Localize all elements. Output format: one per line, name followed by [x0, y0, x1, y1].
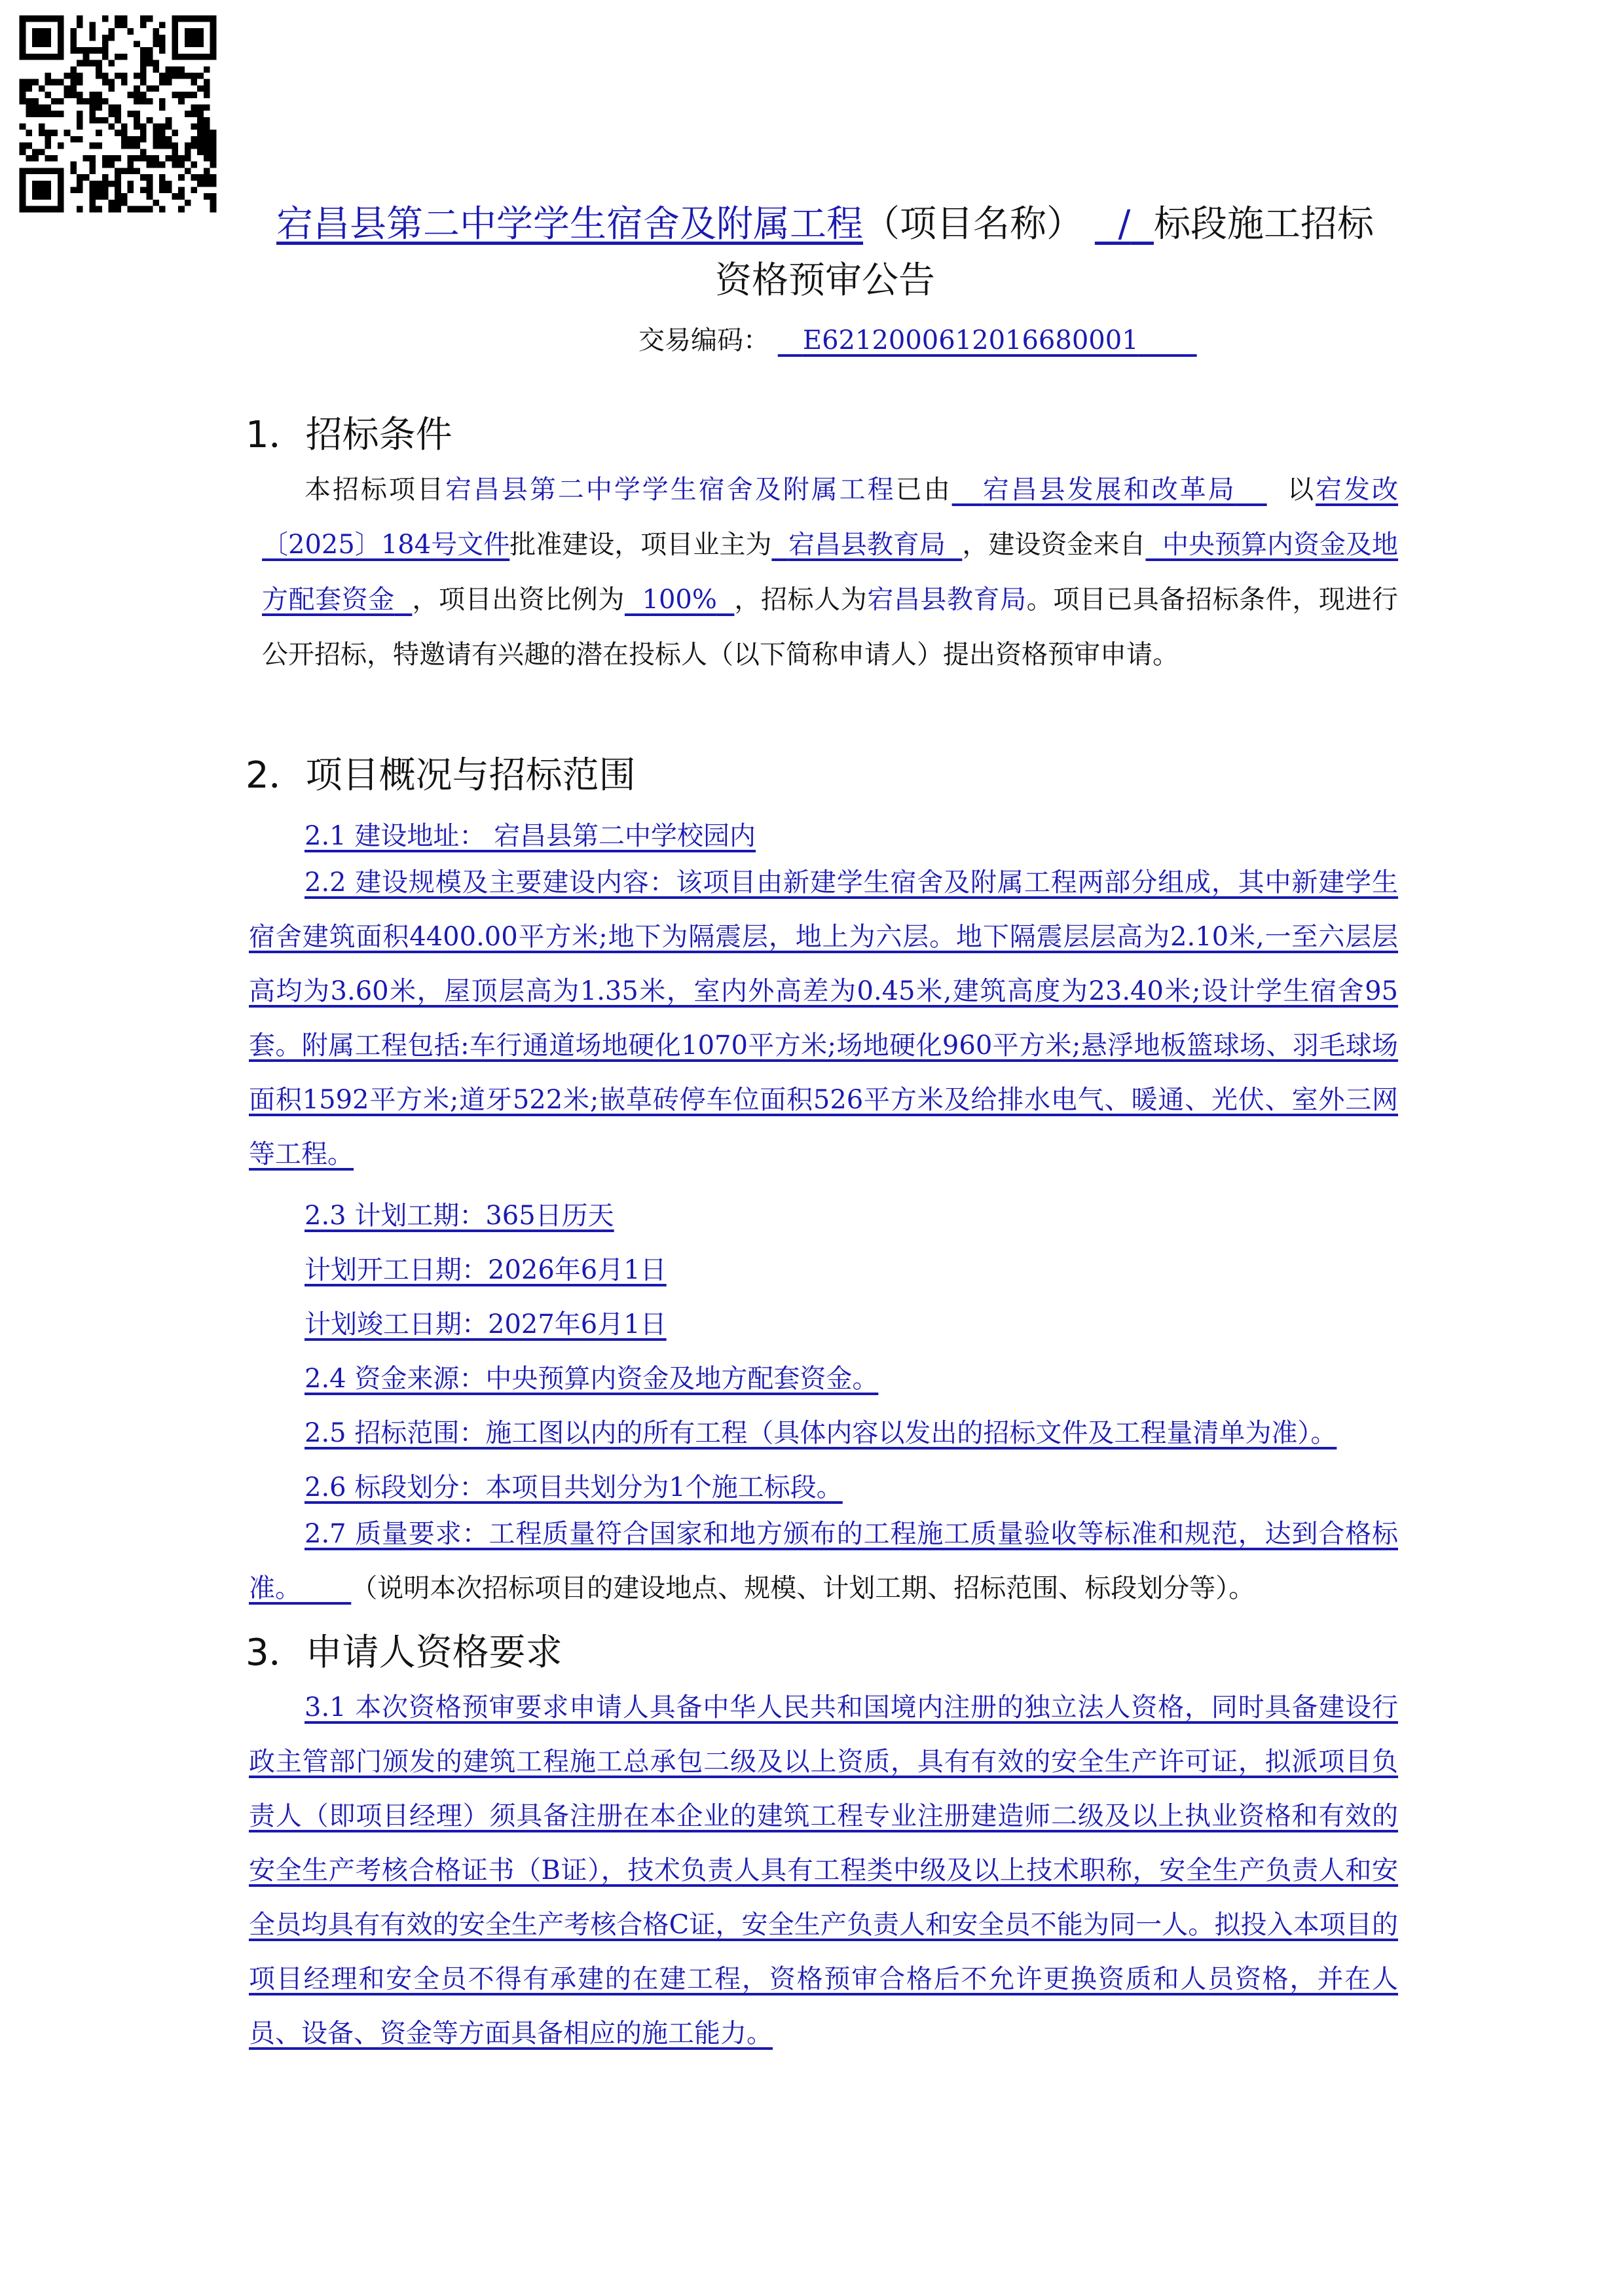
- transaction-code: [638, 319, 1197, 357]
- project-name: 宕昌县第二中学学生宿舍及附属工程: [276, 203, 864, 246]
- item-2-3: 2.3 计划工期：365日历天: [304, 1201, 614, 1231]
- section-number: /: [1118, 203, 1131, 246]
- code-label: 交易编码：: [638, 325, 769, 355]
- item-2-5: 2.5 招标范围：施工图以内的所有工程（具体内容以发出的招标文件及工程量清单为准）。: [304, 1418, 1337, 1448]
- title-line-2: 资格预审公告: [715, 259, 935, 302]
- project-name-suffix: （项目名称）: [863, 203, 1084, 246]
- item-2-2: 2.2 建设规模及主要建设内容：该项目由新建学生宿舍及附属工程两部分组成，其中新建学生宿舍建筑面积4400.00平方米;地下为隔震层，地上为六层。地下隔震层层高为2.10米,一至六层层高均为3.60米，屋顶层高为1.35米，室内外高差为0.45米,建筑高度为23.40米;设计学生宿舍95套。附属工程包括:车行通道场地硬化1070平方米;场地硬化960平方米;悬浮地板篮球场、羽毛球场面积1592平方米;道牙522米;嵌草砖停车位面积526平方米及给排水电气、暖通、光伏、室外三网等工程。: [249, 867, 1398, 1169]
- planned-start-date: 计划开工日期：2026年6月1日: [304, 1255, 667, 1285]
- item-2-4: 2.4 资金来源：中央预算内资金及地方配套资金。: [304, 1364, 879, 1394]
- code-value: E6212000612016680001: [802, 325, 1139, 355]
- title-line-1: [249, 196, 1401, 253]
- section-1-paragraph: 本招标项目宕昌县第二中学学生宿舍及附属工程已由 宕昌县发展和改革局 以宕发改〔2025〕184号文件批准建设，项目业主为 宕昌县教育局 ，建设资金来自 中央预算内资金及地方配套资金 ，项目出资比例为 100% ，招标人为宕昌县教育局。项目已具备招标条件，现进行公开招标，特邀请有兴趣的潜在投标人（以下简称申请人）提出资格预审申请。: [262, 475, 1399, 670]
- item-3-1: 3.1 本次资格预审要求申请人具备中华人民共和国境内注册的独立法人资格，同时具备建设行政主管部门颁发的建筑工程施工总承包二级及以上资质，具有有效的安全生产许可证，拟派项目负责人（即项目经理）须具备注册在本企业的建筑工程专业注册建造师二级及以上执业资格和有效的安全生产考核合格证书（B证），技术负责人具有工程类中级及以上技术职称，安全生产负责人和安全员均具有有效的安全生产考核合格C证，安全生产负责人和安全员不能为同一人。拟投入本项目的项目经理和安全员不得有承建的在建工程，资格预审合格后不允许更换资质和人员资格，并在人员、设备、资金等方面具备相应的施工能力。: [249, 1692, 1398, 2049]
- planned-end-date: 计划竣工日期：2027年6月1日: [304, 1309, 667, 1339]
- section-2-heading: 2．项目概况与招标范围: [246, 754, 636, 797]
- qr-code: [13, 9, 223, 219]
- item-2-1: 2.1 建设地址： 宕昌县第二中学校园内: [304, 821, 756, 851]
- section-3-heading: 3．申请人资格要求: [246, 1631, 563, 1674]
- title-tail: 标段施工招标: [1153, 203, 1374, 246]
- section-1-heading: 1．招标条件: [246, 414, 452, 456]
- notice-title: [249, 196, 1401, 309]
- item-2-7: 2.7 质量要求：工程质量符合国家和地方颁布的工程施工质量验收等标准和规范，达到合格标准。 （说明本次招标项目的建设地点、规模、计划工期、招标范围、标段划分等）。: [249, 1519, 1398, 1603]
- item-2-6: 2.6 标段划分：本项目共划分为1个施工标段。: [304, 1472, 843, 1503]
